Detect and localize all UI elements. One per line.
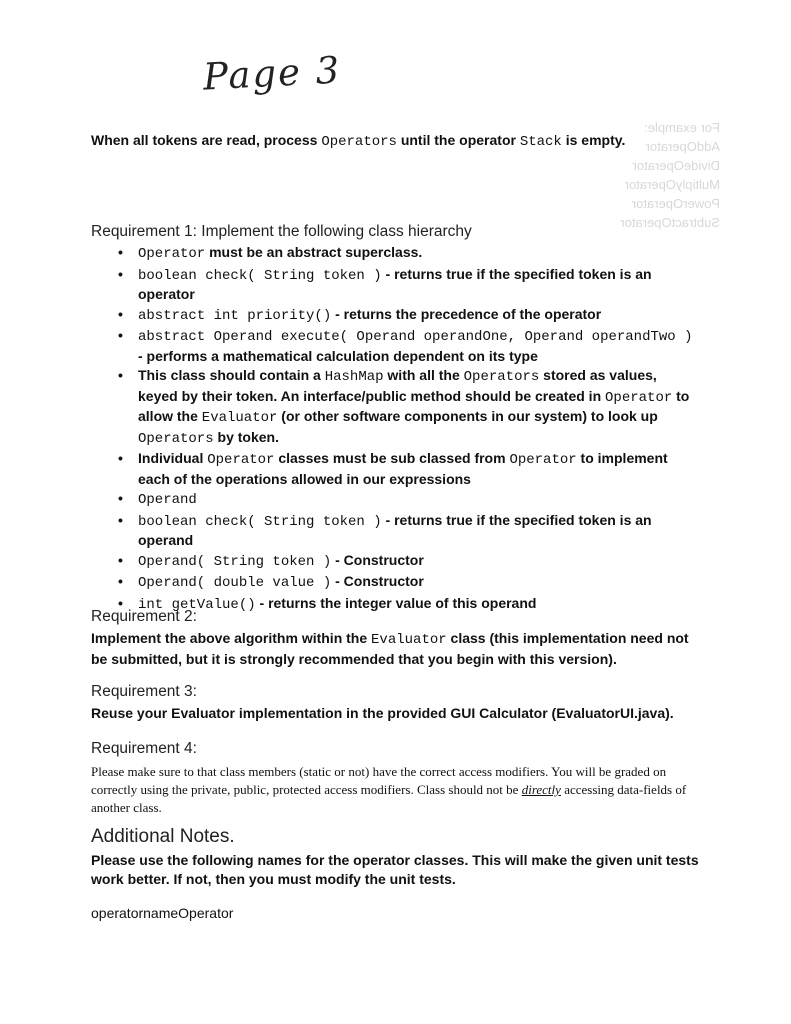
- intro-text: until the operator: [396, 132, 520, 148]
- handwritten-page-label: Page 3: [201, 48, 343, 99]
- bleed-line: MultiplyOperator: [624, 177, 720, 192]
- code-span: abstract Operand execute( Operand operandOne, Operand operandTwo ): [138, 329, 693, 345]
- item-text: Individual: [138, 450, 208, 466]
- operator-name-example: operatornameOperator: [91, 905, 234, 921]
- req2-text: class (this implementation need not be submitted, but it is strongly recommended that you begin with this version).: [91, 630, 689, 667]
- code-span: boolean check( String token ): [138, 513, 382, 530]
- intro-text: is empty.: [561, 132, 626, 148]
- list-item: [118, 305, 698, 326]
- code-span: Evaluator: [371, 632, 447, 648]
- requirement-3-heading: Requirement 3:: [91, 683, 197, 700]
- list-item: [118, 243, 698, 264]
- req4-emphasis: directly: [521, 782, 561, 797]
- intro-paragraph: [91, 131, 711, 152]
- item-text: stored as values, keyed by their token. An interface/public method should be created in: [138, 367, 657, 404]
- code-span: HashMap: [324, 369, 384, 385]
- requirement-1-heading: Requirement 1: Implement the following class hierarchy: [91, 223, 472, 240]
- item-text: - returns the precedence of the operator: [331, 305, 602, 322]
- list-item: [118, 572, 698, 593]
- bleed-line: AddOperator: [645, 139, 720, 154]
- code-span: Operator: [207, 452, 275, 468]
- requirement-4-text: [91, 763, 701, 817]
- item-text: classes must be sub classed from: [274, 450, 510, 466]
- code-span: Operator: [138, 246, 206, 262]
- intro-code: Stack: [519, 134, 562, 150]
- intro-text: When all tokens are read, process: [91, 132, 322, 148]
- list-item: [118, 594, 698, 615]
- req4-text: accessing data-fields of another class.: [91, 782, 687, 815]
- list-item: [118, 489, 698, 510]
- code-span: Evaluator: [201, 410, 278, 426]
- list-item: [118, 511, 698, 550]
- requirement-3-text: Reuse your Evaluator implementation in the provided GUI Calculator (EvaluatorUI.java).: [91, 705, 674, 721]
- code-span: Operand( double value ): [138, 575, 332, 591]
- item-text: to implement each of the operations allowed in our expressions: [138, 450, 668, 487]
- item-text: - returns true if the specified token is an operator: [138, 265, 652, 302]
- code-span: Operator: [509, 452, 577, 468]
- item-text: - returns true if the specified token is an operand: [138, 511, 652, 548]
- code-span: Operand( String token ): [138, 553, 332, 570]
- item-text: by token.: [213, 428, 279, 445]
- requirement-2-text: [91, 629, 701, 669]
- item-text: to allow the: [138, 387, 690, 424]
- code-span: Operand: [138, 492, 197, 508]
- code-span: Operators: [138, 430, 214, 447]
- item-text: - performs a mathematical calculation dependent on its type: [138, 347, 538, 364]
- req2-text: Implement the above algorithm within the: [91, 630, 372, 646]
- item-text: must be an abstract superclass.: [205, 244, 423, 260]
- item-text: (or other software components in our system) to look up: [277, 408, 658, 424]
- code-span: int getValue(): [138, 596, 256, 613]
- intro-code: Operators: [321, 134, 397, 150]
- requirement-4-heading: Requirement 4:: [91, 740, 197, 757]
- bleed-line: PowerOperator: [631, 196, 720, 211]
- code-span: Operators: [463, 369, 540, 385]
- additional-notes-heading: Additional Notes.: [91, 826, 235, 847]
- list-item: [118, 551, 698, 572]
- code-span: Operator: [605, 389, 673, 406]
- list-item: [118, 449, 698, 488]
- additional-notes-text: Please use the following names for the operator classes. This will make the given unit tests work better. If not, then you must modify the unit tests.: [91, 852, 699, 887]
- item-text: - returns the integer value of this operand: [255, 594, 537, 611]
- code-span: abstract int priority(): [138, 307, 332, 324]
- req4-text: Please make sure to that class members (static or not) have the correct access modifiers. You will be graded on correctly using the private, public, protected access modifiers. Class should not be: [91, 764, 667, 797]
- bleed-line: DivideOperator: [632, 158, 720, 173]
- list-item: [118, 326, 698, 365]
- code-span: boolean check( String token ): [138, 267, 382, 284]
- item-text: - Constructor: [331, 551, 424, 568]
- item-text: with all the: [383, 367, 464, 383]
- item-text: This class should contain a: [138, 367, 325, 383]
- requirement-2-heading: Requirement 2:: [91, 608, 197, 625]
- list-item: [118, 265, 698, 304]
- bleed-line: For example:: [644, 120, 720, 135]
- requirement-1-list: [118, 243, 698, 615]
- bleed-line: SubtractOperator: [620, 215, 720, 230]
- list-item: [118, 366, 698, 448]
- item-text: - Constructor: [331, 573, 424, 589]
